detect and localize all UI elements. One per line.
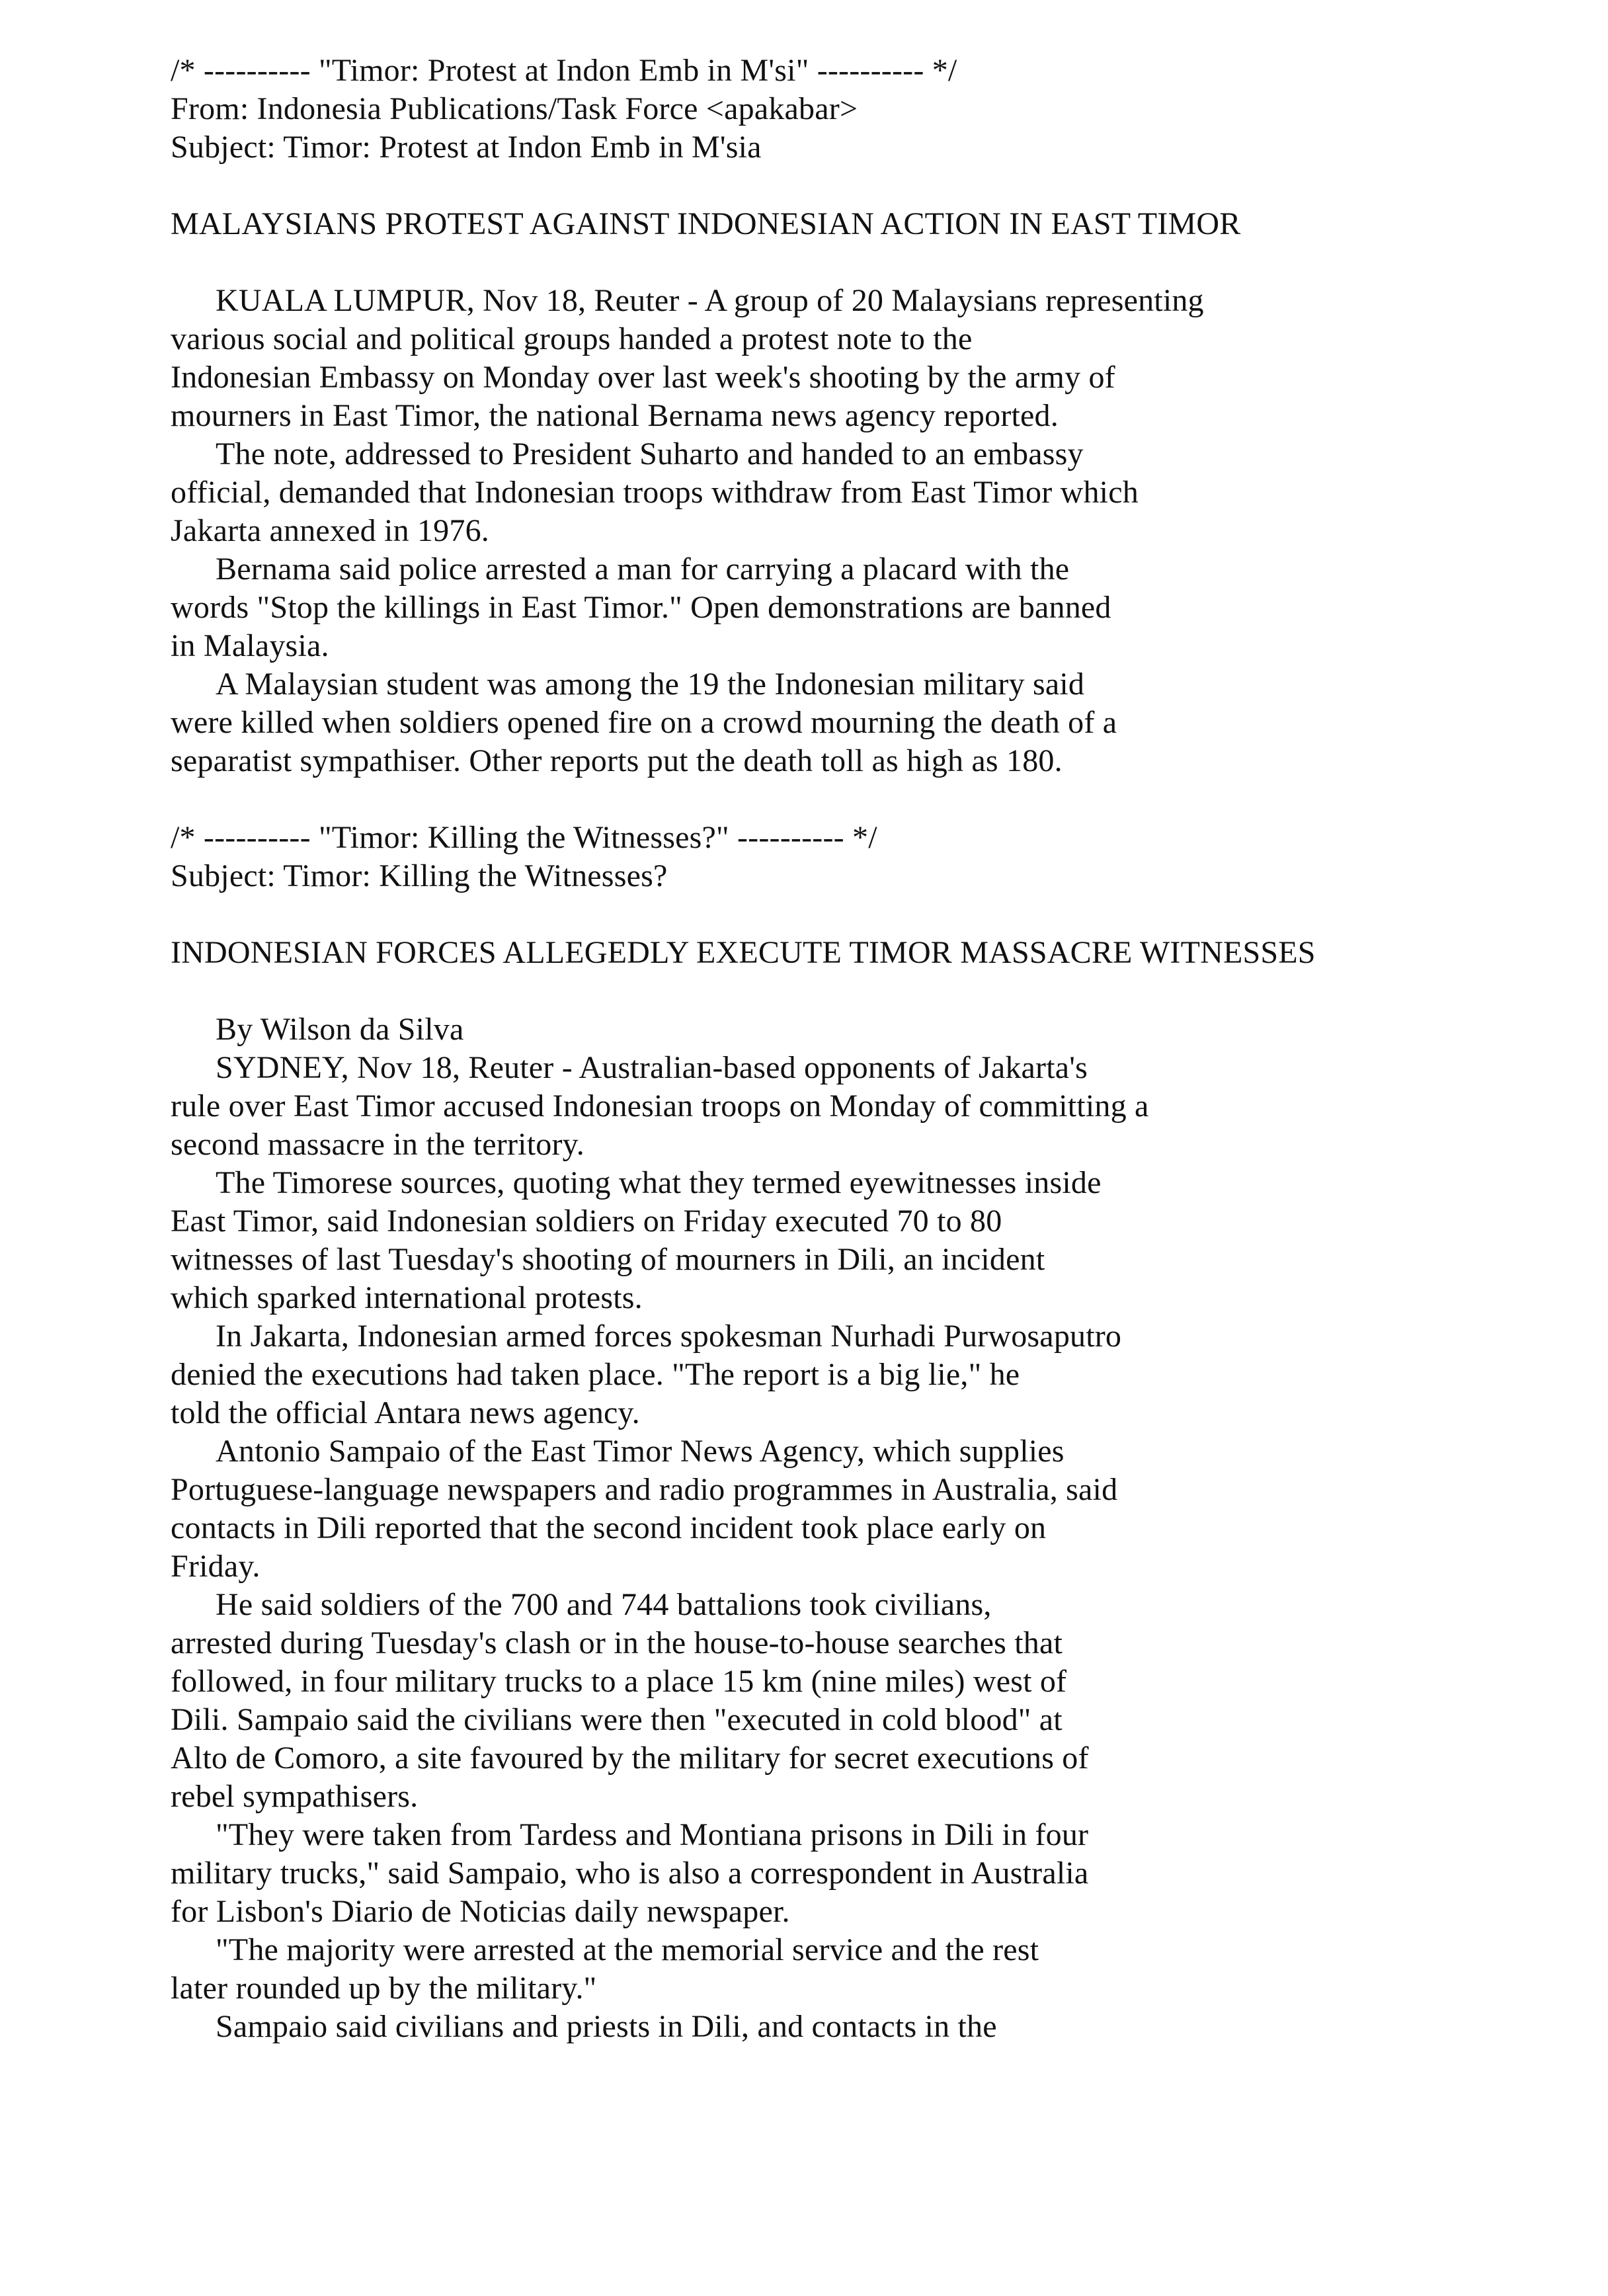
text-line: Dili. Sampaio said the civilians were then "executed in cold blood" at bbox=[171, 1702, 1063, 1737]
text-line: rebel sympathisers. bbox=[171, 1779, 419, 1814]
text-line: "They were taken from Tardess and Montiana prisons in Dili in four bbox=[216, 1817, 1089, 1852]
text-line: Indonesian Embassy on Monday over last week's shooting by the army of bbox=[171, 360, 1115, 395]
text-line: He said soldiers of the 700 and 744 battalions took civilians, bbox=[216, 1587, 992, 1622]
text-line: "The majority were arrested at the memorial service and the rest bbox=[216, 1932, 1039, 1967]
text-line: denied the executions had taken place. "The report is a big lie," he bbox=[171, 1357, 1020, 1392]
text-line: Friday. bbox=[171, 1549, 261, 1584]
text-line: which sparked international protests. bbox=[171, 1280, 643, 1315]
text-line: were killed when soldiers opened fire on a crowd mourning the death of a bbox=[171, 705, 1117, 740]
text-line: told the official Antara news agency. bbox=[171, 1395, 640, 1430]
text-line: By Wilson da Silva bbox=[216, 1012, 464, 1047]
text-line: later rounded up by the military." bbox=[171, 1971, 597, 2006]
text-line: for Lisbon's Diario de Noticias daily newspaper. bbox=[171, 1894, 790, 1929]
text-line: Subject: Timor: Killing the Witnesses? bbox=[171, 858, 668, 893]
text-line: second massacre in the territory. bbox=[171, 1127, 584, 1162]
text-line: The note, addressed to President Suharto and handed to an embassy bbox=[216, 436, 1084, 472]
text-line: /* ---------- "Timor: Protest at Indon Emb in M'si" ---------- */ bbox=[171, 53, 957, 88]
text-line: military trucks," said Sampaio, who is also a correspondent in Australia bbox=[171, 1856, 1089, 1891]
text-line: witnesses of last Tuesday's shooting of mourners in Dili, an incident bbox=[171, 1242, 1045, 1277]
text-line: Antonio Sampaio of the East Timor News Agency, which supplies bbox=[216, 1434, 1065, 1469]
text-line: In Jakarta, Indonesian armed forces spokesman Nurhadi Purwosaputro bbox=[216, 1319, 1122, 1354]
text-line: From: Indonesia Publications/Task Force <apakabar> bbox=[171, 91, 858, 126]
text-line: A Malaysian student was among the 19 the Indonesian military said bbox=[216, 667, 1085, 702]
text-line: The Timorese sources, quoting what they termed eyewitnesses inside bbox=[216, 1165, 1102, 1200]
text-line: Bernama said police arrested a man for carrying a placard with the bbox=[216, 552, 1070, 587]
text-line: East Timor, said Indonesian soldiers on Friday executed 70 to 80 bbox=[171, 1204, 1002, 1239]
text-line: arrested during Tuesday's clash or in the house-to-house searches that bbox=[171, 1625, 1063, 1660]
text-line: contacts in Dili reported that the second incident took place early on bbox=[171, 1510, 1047, 1545]
text-line: official, demanded that Indonesian troops withdraw from East Timor which bbox=[171, 475, 1139, 510]
text-line: separatist sympathiser. Other reports put the death toll as high as 180. bbox=[171, 743, 1063, 778]
text-line: MALAYSIANS PROTEST AGAINST INDONESIAN ACTION IN EAST TIMOR bbox=[171, 206, 1241, 241]
text-line: /* ---------- "Timor: Killing the Witnesses?" ---------- */ bbox=[171, 820, 877, 855]
text-line: SYDNEY, Nov 18, Reuter - Australian-based opponents of Jakarta's bbox=[216, 1050, 1088, 1085]
text-line: Sampaio said civilians and priests in Dili, and contacts in the bbox=[216, 2009, 997, 2044]
text-line: words "Stop the killings in East Timor." Open demonstrations are banned bbox=[171, 590, 1111, 625]
text-line: Alto de Comoro, a site favoured by the military for secret executions of bbox=[171, 1741, 1089, 1776]
text-line: various social and political groups handed a protest note to the bbox=[171, 321, 973, 356]
text-line: KUALA LUMPUR, Nov 18, Reuter - A group of 20 Malaysians representing bbox=[216, 283, 1204, 318]
text-line: in Malaysia. bbox=[171, 628, 329, 663]
text-line: mourners in East Timor, the national Bernama news agency reported. bbox=[171, 398, 1059, 433]
text-line: rule over East Timor accused Indonesian troops on Monday of committing a bbox=[171, 1088, 1149, 1124]
text-line: Jakarta annexed in 1976. bbox=[171, 513, 489, 548]
text-line: Subject: Timor: Protest at Indon Emb in M'sia bbox=[171, 130, 762, 165]
text-line: followed, in four military trucks to a place 15 km (nine miles) west of bbox=[171, 1664, 1067, 1699]
text-line: INDONESIAN FORCES ALLEGEDLY EXECUTE TIMOR MASSACRE WITNESSES bbox=[171, 935, 1316, 970]
text-line: Portuguese-language newspapers and radio programmes in Australia, said bbox=[171, 1472, 1118, 1507]
